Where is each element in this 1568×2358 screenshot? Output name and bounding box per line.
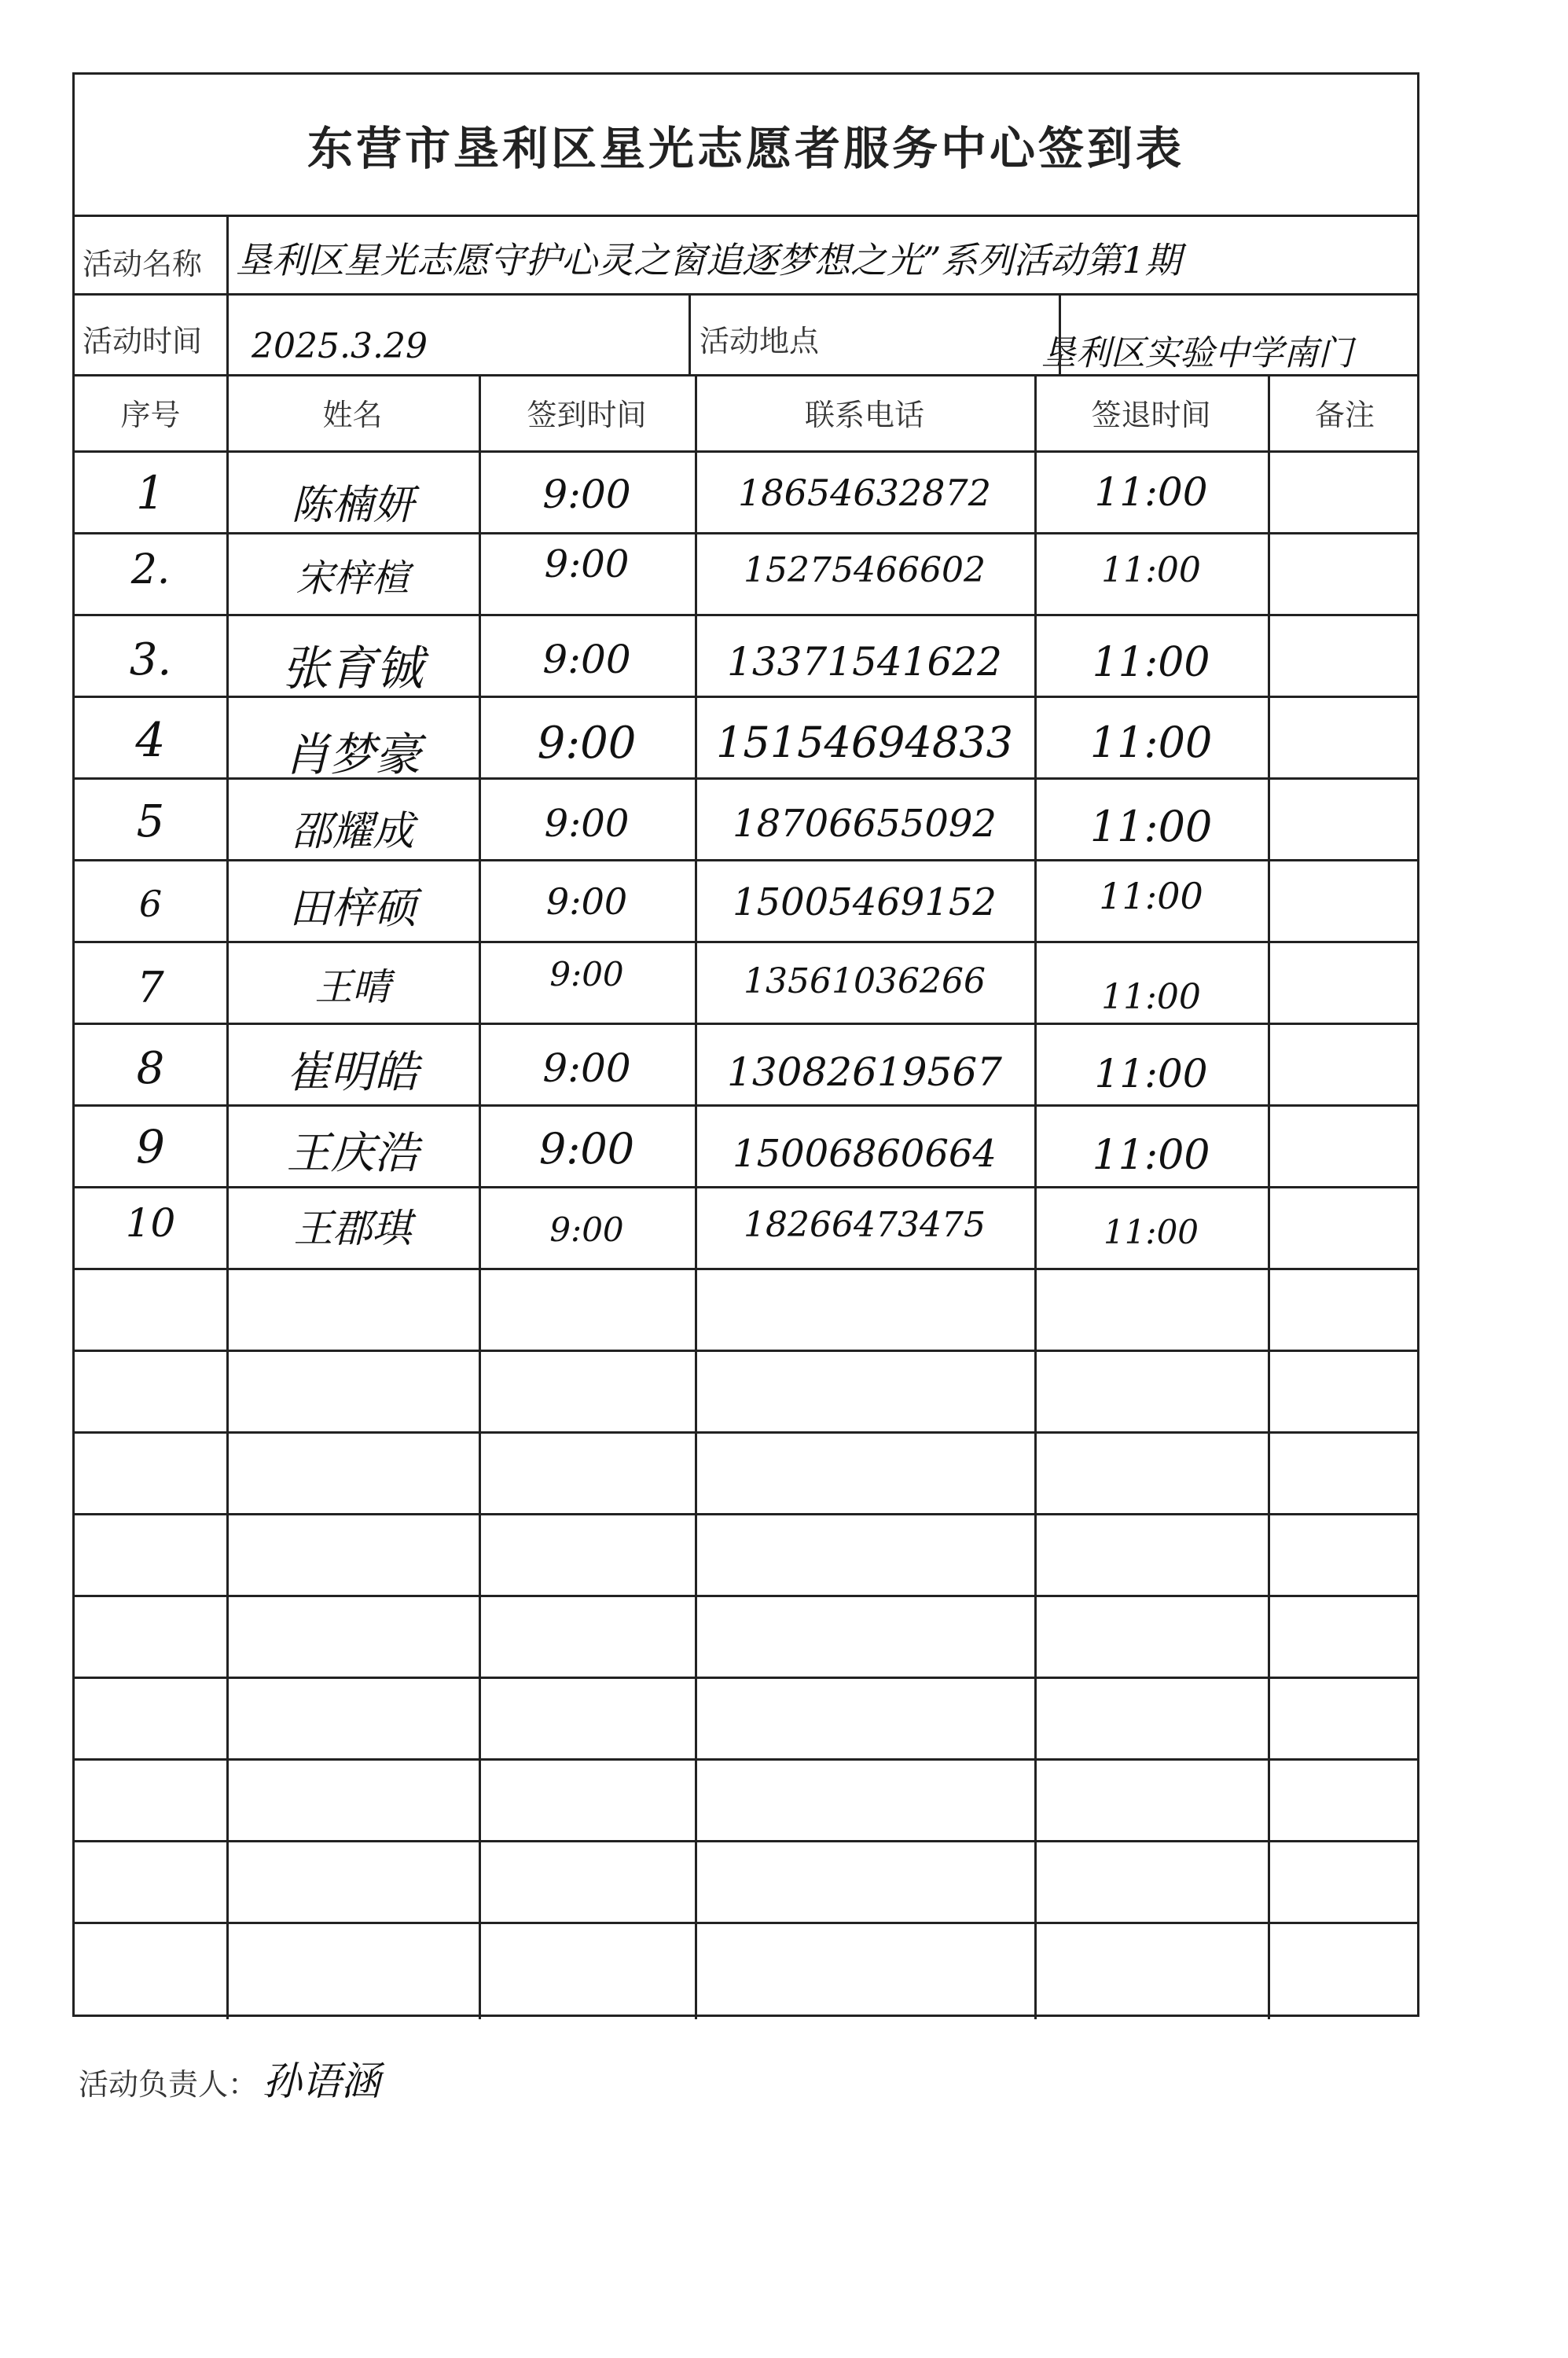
- row-sign-out-time: 11:00: [1103, 1213, 1199, 1251]
- divider: [75, 1268, 1417, 1270]
- row-sign-out-time: 11:00: [1099, 875, 1203, 917]
- row-no: 7: [137, 963, 164, 1012]
- row-sign-out-time: 11:00: [1094, 1051, 1208, 1096]
- header-phone: 联系电话: [804, 398, 924, 432]
- divider: [226, 215, 229, 374]
- activity-lead-signature: 孙语涵: [263, 2059, 381, 2104]
- row-name: 宋梓楦: [296, 556, 409, 601]
- activity-time-value: 2025.3.29: [252, 326, 428, 366]
- activity-name-value: 垦利区星光志愿守护心灵之窗追逐梦想之光”系列活动第1期: [236, 239, 1181, 281]
- row-phone: 13082619567: [727, 1049, 1002, 1095]
- row-phone: 15154694833: [716, 718, 1013, 767]
- divider: [75, 1431, 1417, 1434]
- row-phone: 13371541622: [727, 639, 1002, 685]
- row-sign-in-time: 9:00: [537, 718, 637, 769]
- divider: [75, 1922, 1417, 1924]
- divider: [75, 1350, 1417, 1352]
- row-phone: 18706655092: [733, 802, 997, 846]
- activity-lead-label: 活动负责人：: [79, 2067, 259, 2102]
- row-name: 王庆浩: [286, 1128, 419, 1179]
- row-sign-in-time: 9:00: [542, 472, 631, 517]
- divider: [1268, 374, 1270, 2019]
- header-name: 姓名: [322, 398, 383, 432]
- row-sign-in-time: 9:00: [549, 955, 624, 994]
- row-sign-out-time: 11:00: [1101, 550, 1201, 590]
- row-sign-in-time: 9:00: [538, 1124, 635, 1173]
- row-sign-out-time: 11:00: [1101, 977, 1201, 1017]
- header-no: 序号: [120, 398, 181, 432]
- row-no: 3.: [129, 634, 172, 685]
- activity-name-label: 活动名称: [83, 247, 203, 281]
- row-no: 4: [135, 713, 166, 768]
- divider: [75, 1186, 1417, 1188]
- header-sign-in-time: 签到时间: [527, 398, 647, 432]
- row-no: 8: [136, 1043, 165, 1094]
- divider: [75, 859, 1417, 861]
- row-name: 张育铖: [281, 641, 424, 696]
- row-phone: 18266473475: [744, 1205, 986, 1245]
- row-phone: 18654632872: [738, 472, 991, 514]
- divider: [75, 1104, 1417, 1107]
- row-phone: 13561036266: [744, 961, 986, 1001]
- activity-lead: [79, 2050, 380, 2106]
- row-sign-in-time: 9:00: [544, 542, 630, 586]
- activity-time-label: 活动时间: [83, 324, 203, 358]
- row-sign-out-time: 11:00: [1089, 802, 1213, 851]
- divider: [75, 532, 1417, 534]
- row-name: 邵耀成: [291, 808, 414, 855]
- divider: [75, 1840, 1417, 1842]
- divider: [75, 1023, 1417, 1025]
- header-note: 备注: [1314, 398, 1375, 432]
- row-sign-in-time: 9:00: [544, 802, 630, 846]
- row-sign-out-time: 11:00: [1094, 469, 1208, 515]
- row-no: 10: [125, 1200, 176, 1246]
- activity-place-value: 垦利区实验中学南门: [1041, 333, 1353, 373]
- row-name: 肖梦豪: [284, 728, 421, 781]
- divider: [75, 1677, 1417, 1679]
- divider: [1034, 374, 1037, 2019]
- row-no: 6: [138, 883, 163, 925]
- row-sign-in-time: 9:00: [542, 1045, 631, 1091]
- sign-in-sheet: [72, 72, 1419, 2017]
- divider: [75, 941, 1417, 943]
- row-sign-in-time: 9:00: [545, 880, 628, 923]
- row-no: 1: [136, 466, 165, 520]
- divider: [75, 450, 1417, 453]
- divider: [479, 374, 481, 2019]
- row-no: 2.: [130, 546, 171, 593]
- row-name: 王郡琪: [293, 1206, 412, 1251]
- row-phone: 15005469152: [733, 880, 997, 924]
- divider: [1059, 293, 1061, 374]
- activity-place-label: 活动地点: [700, 324, 820, 358]
- divider: [75, 293, 1417, 296]
- row-name: 崔明皓: [286, 1047, 419, 1098]
- row-sign-out-time: 11:00: [1089, 718, 1213, 767]
- divider: [75, 374, 1417, 376]
- row-no: 5: [136, 796, 165, 847]
- divider: [689, 293, 691, 374]
- row-sign-in-time: 9:00: [542, 637, 631, 682]
- row-name: 王晴: [314, 965, 391, 1009]
- divider: [75, 614, 1417, 616]
- divider: [695, 374, 697, 2019]
- row-phone: 15006860664: [733, 1132, 997, 1176]
- row-name: 田梓硕: [288, 883, 417, 933]
- divider: [75, 1595, 1417, 1597]
- row-sign-in-time: 9:00: [549, 1210, 624, 1249]
- row-no: 9: [136, 1120, 165, 1173]
- sheet-title: 东营市垦利区星光志愿者服务中心签到表: [75, 75, 1417, 217]
- row-name: 陈楠妍: [291, 482, 414, 529]
- row-sign-out-time: 11:00: [1092, 1132, 1210, 1179]
- header-sign-out-time: 签退时间: [1091, 398, 1211, 432]
- divider: [75, 1513, 1417, 1515]
- row-phone: 15275466602: [744, 550, 986, 590]
- row-sign-out-time: 11:00: [1092, 639, 1210, 686]
- divider: [75, 1758, 1417, 1761]
